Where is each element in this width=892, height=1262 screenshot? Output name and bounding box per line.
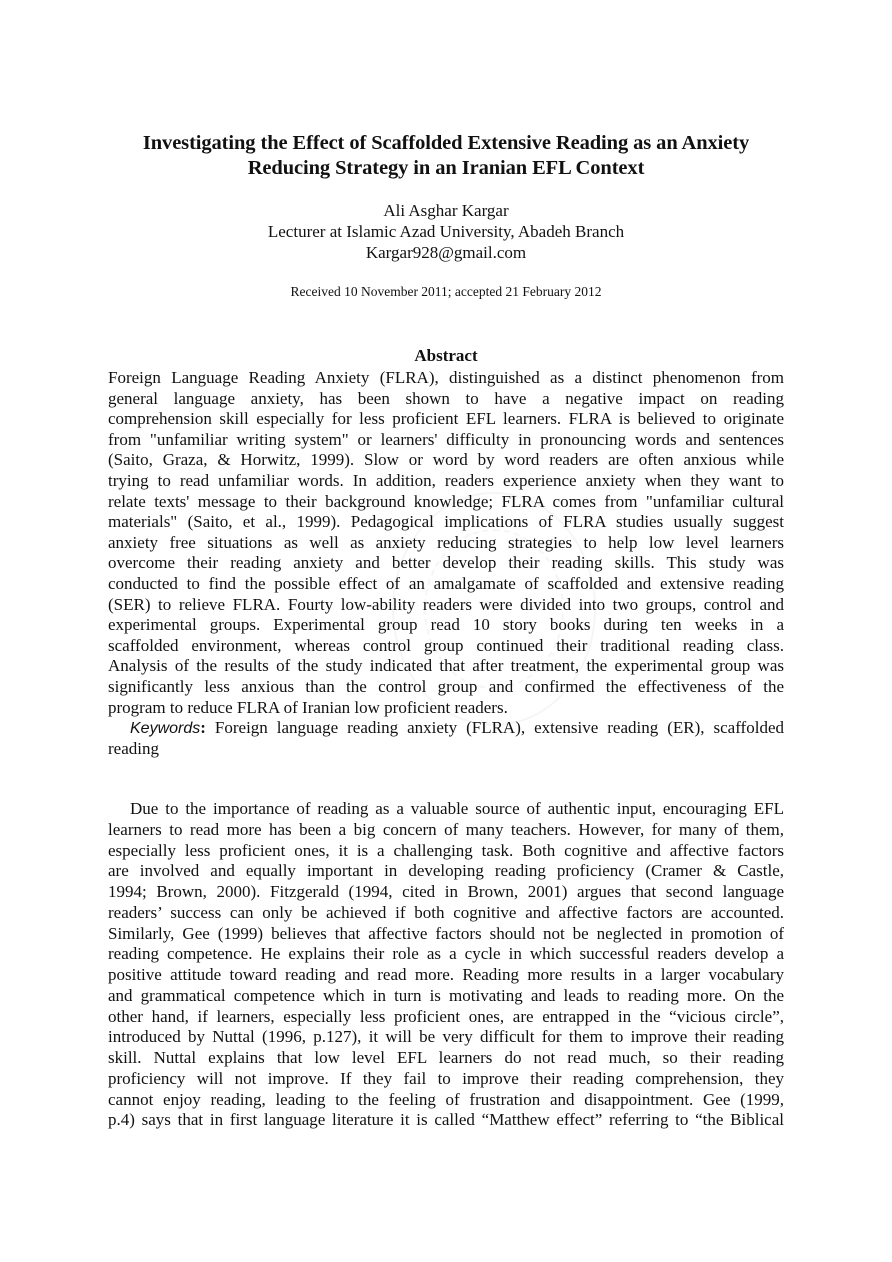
received-dates: Received 10 November 2011; accepted 21 February 2012 xyxy=(290,284,602,299)
abstract-line: conducted to find the possible effect of an amalgamate of scaffolded and extensive reading xyxy=(108,574,784,593)
body-line: are involved and equally important in developing reading proficiency (Cramer & Castle, xyxy=(108,861,784,881)
abstract-line: scaffolded environment, whereas control group continued their traditional reading class. xyxy=(108,635,784,655)
abstract-heading: Abstract xyxy=(414,346,478,365)
keywords-label: Keywords xyxy=(130,720,201,738)
keywords-text: Foreign language reading anxiety (FLRA), extensive reading (ER), scaffolded xyxy=(205,718,784,738)
body-line: positive attitude toward reading and read more. Reading more results in a larger vocabulary xyxy=(108,965,784,984)
body-line: p.4) says that in first language literature it is called “Matthew effect” referring to “the Biblical xyxy=(108,1110,784,1130)
abstract-line: materials" (Saito, et al., 1999). Pedagogical implications of FLRA studies usually suggest xyxy=(108,512,784,532)
keywords-line-2: reading xyxy=(108,738,159,758)
body-line: Due to the importance of reading as a valuable source of authentic input, encouraging EFL xyxy=(130,799,784,818)
abstract-line: general language anxiety, has been shown to have a negative impact on reading xyxy=(108,388,784,408)
body-line: especially less proficient ones, it is a challenging task. Both cognitive and affective factors xyxy=(108,840,784,860)
author-name: Ali Asghar Kargar xyxy=(383,201,509,220)
abstract-line: experimental groups. Experimental group read 10 story books during ten weeks in a xyxy=(108,615,784,635)
abstract-line: comprehension skill especially for less proficient EFL learners. FLRA is believed to originate xyxy=(108,409,784,429)
abstract-line: (SER) to relieve FLRA. Fourty low-ability readers were divided into two groups, control and xyxy=(108,594,784,614)
paper-title xyxy=(0,131,892,180)
abstract-line: from "unfamiliar writing system" or learners' difficulty in pronouncing words and sentences xyxy=(108,429,784,449)
abstract-line: anxiety free situations as well as anxiety reducing strategies to help low level learners xyxy=(108,532,784,552)
title-line-2: Reducing Strategy in an Iranian EFL Context xyxy=(247,156,645,179)
body-line: cannot enjoy reading, leading to the feeling of frustration and disappointment. Gee (1999, xyxy=(108,1089,784,1109)
body-line: reading competence. He explains their role as a cycle in which successful readers develop a xyxy=(108,944,784,964)
author-email: Kargar928@gmail.com xyxy=(365,243,527,262)
keywords-colon: : xyxy=(200,718,206,738)
body-line: other hand, if learners, especially less proficient ones, are entrapped in the “vicious circle”, xyxy=(108,1006,784,1026)
author-affiliation: Lecturer at Islamic Azad University, Abadeh Branch xyxy=(267,222,625,241)
abstract-line: relate texts' message to their background knowledge; FLRA comes from "unfamiliar cultural xyxy=(108,491,784,511)
abstract-line: program to reduce FLRA of Iranian low proficient readers. xyxy=(108,697,508,717)
body-line: readers’ success can only be achieved if both cognitive and affective factors are accounted. xyxy=(108,902,784,922)
body-line: and grammatical competence which in turn is motivating and leads to reading more. On the xyxy=(108,985,784,1005)
abstract-line: significantly less anxious than the control group and confirmed the effectiveness of the xyxy=(108,677,784,696)
body-line: Similarly, Gee (1999) believes that affective factors should not be neglected in promotion of xyxy=(108,923,784,943)
abstract-line: Analysis of the results of the study indicated that after treatment, the experimental group was xyxy=(108,656,784,676)
keywords-line xyxy=(130,717,784,738)
body-line: proficiency will not improve. If they fail to improve their reading comprehension, they xyxy=(108,1068,784,1088)
body-line: introduced by Nuttal (1996, p.127), it will be very difficult for them to improve their reading xyxy=(108,1027,784,1047)
body-line: learners to read more has been a big concern of many teachers. However, for many of them, xyxy=(108,819,784,839)
abstract-line: overcome their reading anxiety and better develop their reading skills. This study was xyxy=(108,553,784,573)
body-line: skill. Nuttal explains that low level EFL learners do not read much, so their reading xyxy=(108,1048,784,1067)
title-line-1: Investigating the Effect of Scaffolded Extensive Reading as an Anxiety xyxy=(142,132,750,154)
body-line: 1994; Brown, 2000). Fitzgerald (1994, cited in Brown, 2001) argues that second language xyxy=(108,882,784,901)
abstract-line: (Saito, Graza, & Horwitz, 1999). Slow or word by word readers are often anxious while xyxy=(108,450,784,470)
abstract-line: Foreign Language Reading Anxiety (FLRA), distinguished as a distinct phenomenon from xyxy=(108,368,784,387)
abstract-line: trying to read unfamiliar words. In addition, readers experience anxiety when they want to xyxy=(108,471,784,490)
